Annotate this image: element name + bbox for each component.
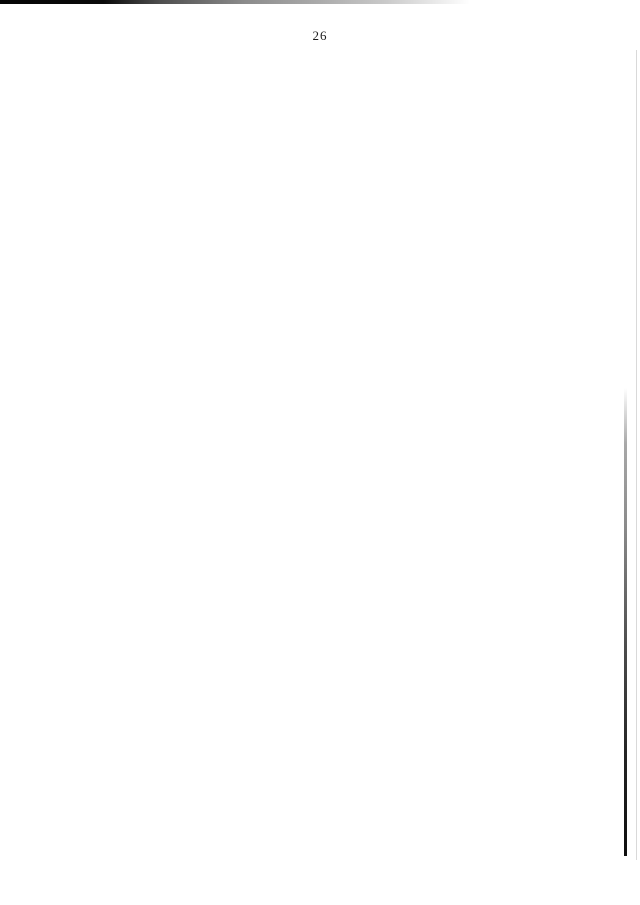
scan-edge-line	[636, 50, 637, 860]
scan-artifact-right	[624, 388, 627, 856]
scan-artifact-top	[0, 0, 470, 4]
page-number: 26	[312, 28, 328, 43]
